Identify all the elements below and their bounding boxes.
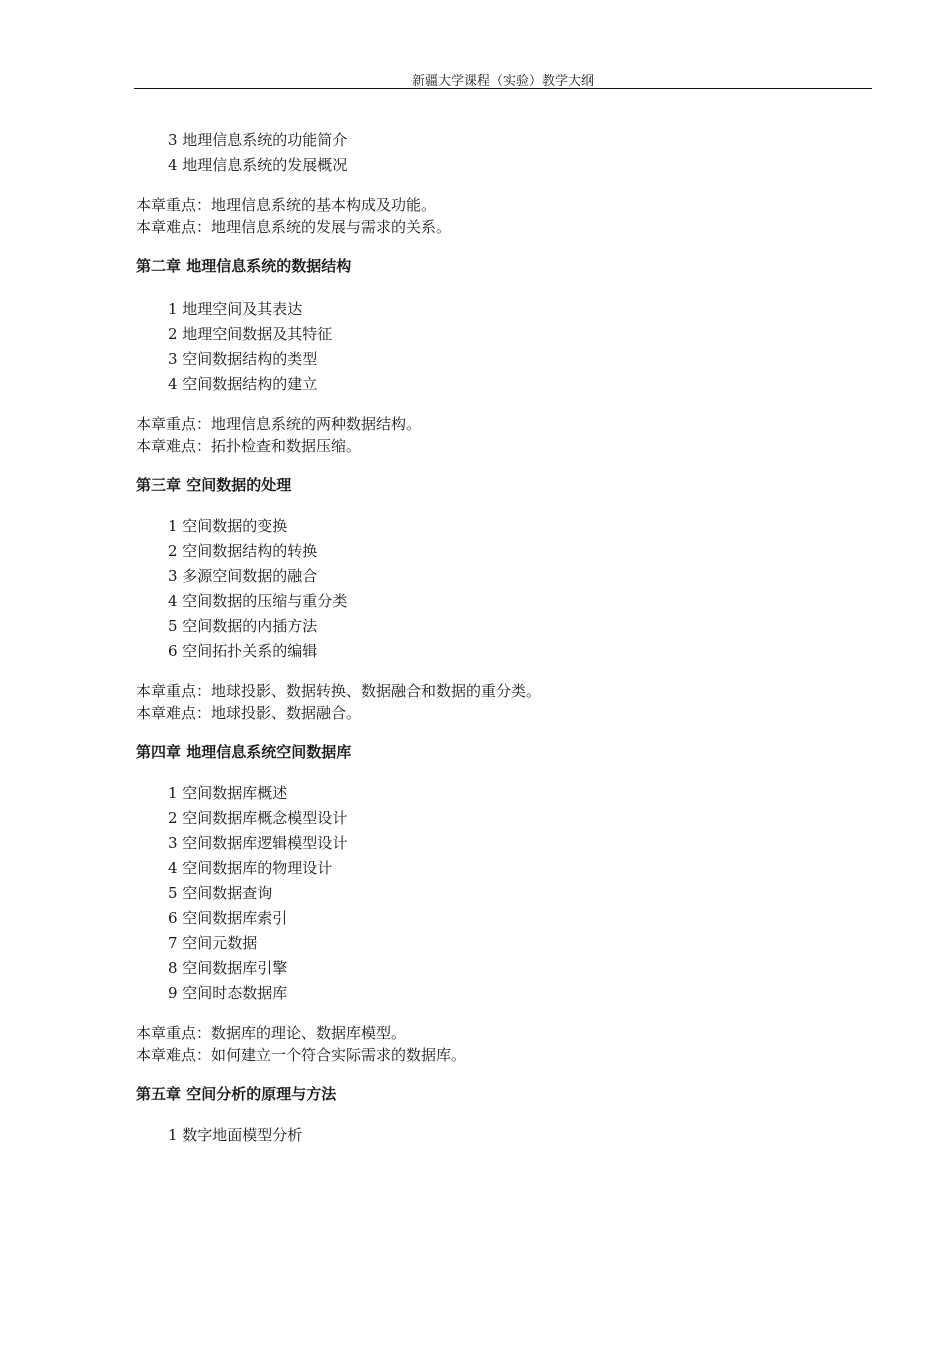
chapter-4-list — [136, 781, 872, 1006]
list-item: 4 空间数据的压缩与重分类 — [168, 592, 348, 610]
list-item: 3 地理信息系统的功能简介 — [168, 131, 348, 149]
list-item: 1 空间数据库概述 — [168, 784, 288, 802]
list-item: 2 空间数据库概念模型设计 — [168, 809, 348, 827]
list-item: 1 数字地面模型分析 — [168, 1126, 303, 1144]
list-item: 7 空间元数据 — [168, 934, 258, 952]
list-item: 1 地理空间及其表达 — [168, 300, 303, 318]
list-item: 2 地理空间数据及其特征 — [168, 325, 333, 343]
difficult-point-note: 本章难点：地球投影、数据融合。 — [136, 704, 362, 722]
list-item: 1 空间数据的变换 — [168, 517, 288, 535]
list-item: 4 地理信息系统的发展概况 — [168, 156, 348, 174]
key-point-note: 本章重点：地理信息系统的两种数据结构。 — [136, 415, 422, 433]
difficult-point-note: 本章难点：如何建立一个符合实际需求的数据库。 — [136, 1046, 467, 1064]
page-header-title: 新疆大学课程（实验）教学大纲 — [411, 74, 594, 89]
chapter-2-heading: 第二章 地理信息系统的数据结构 — [136, 257, 352, 275]
key-point-note: 本章重点：数据库的理论、数据库模型。 — [136, 1024, 407, 1042]
list-item: 3 空间数据结构的类型 — [168, 350, 318, 368]
list-item: 9 空间时态数据库 — [168, 984, 288, 1002]
difficult-point-note: 本章难点：拓扑检查和数据压缩。 — [136, 437, 362, 455]
section1-list — [136, 128, 872, 178]
chapter-3-heading: 第三章 空间数据的处理 — [136, 476, 292, 494]
list-item: 2 空间数据结构的转换 — [168, 542, 318, 560]
list-item: 8 空间数据库引擎 — [168, 959, 288, 977]
chapter-5-heading: 第五章 空间分析的原理与方法 — [136, 1085, 337, 1103]
key-point-note: 本章重点：地球投影、数据转换、数据融合和数据的重分类。 — [136, 682, 542, 700]
list-item: 4 空间数据库的物理设计 — [168, 859, 333, 877]
list-item: 5 空间数据的内插方法 — [168, 617, 318, 635]
list-item: 6 空间数据库索引 — [168, 909, 288, 927]
difficult-point-note: 本章难点：地理信息系统的发展与需求的关系。 — [136, 218, 452, 236]
list-item: 3 多源空间数据的融合 — [168, 567, 318, 585]
chapter-5-list — [136, 1123, 872, 1148]
list-item: 6 空间拓扑关系的编辑 — [168, 642, 318, 660]
document-body — [136, 128, 872, 1148]
header-divider — [134, 88, 872, 89]
chapter-3-list — [136, 514, 872, 664]
list-item: 4 空间数据结构的建立 — [168, 375, 318, 393]
chapter-2-list — [136, 297, 872, 397]
key-point-note: 本章重点：地理信息系统的基本构成及功能。 — [136, 196, 437, 214]
list-item: 5 空间数据查询 — [168, 884, 273, 902]
list-item: 3 空间数据库逻辑模型设计 — [168, 834, 348, 852]
chapter-4-heading: 第四章 地理信息系统空间数据库 — [136, 743, 352, 761]
